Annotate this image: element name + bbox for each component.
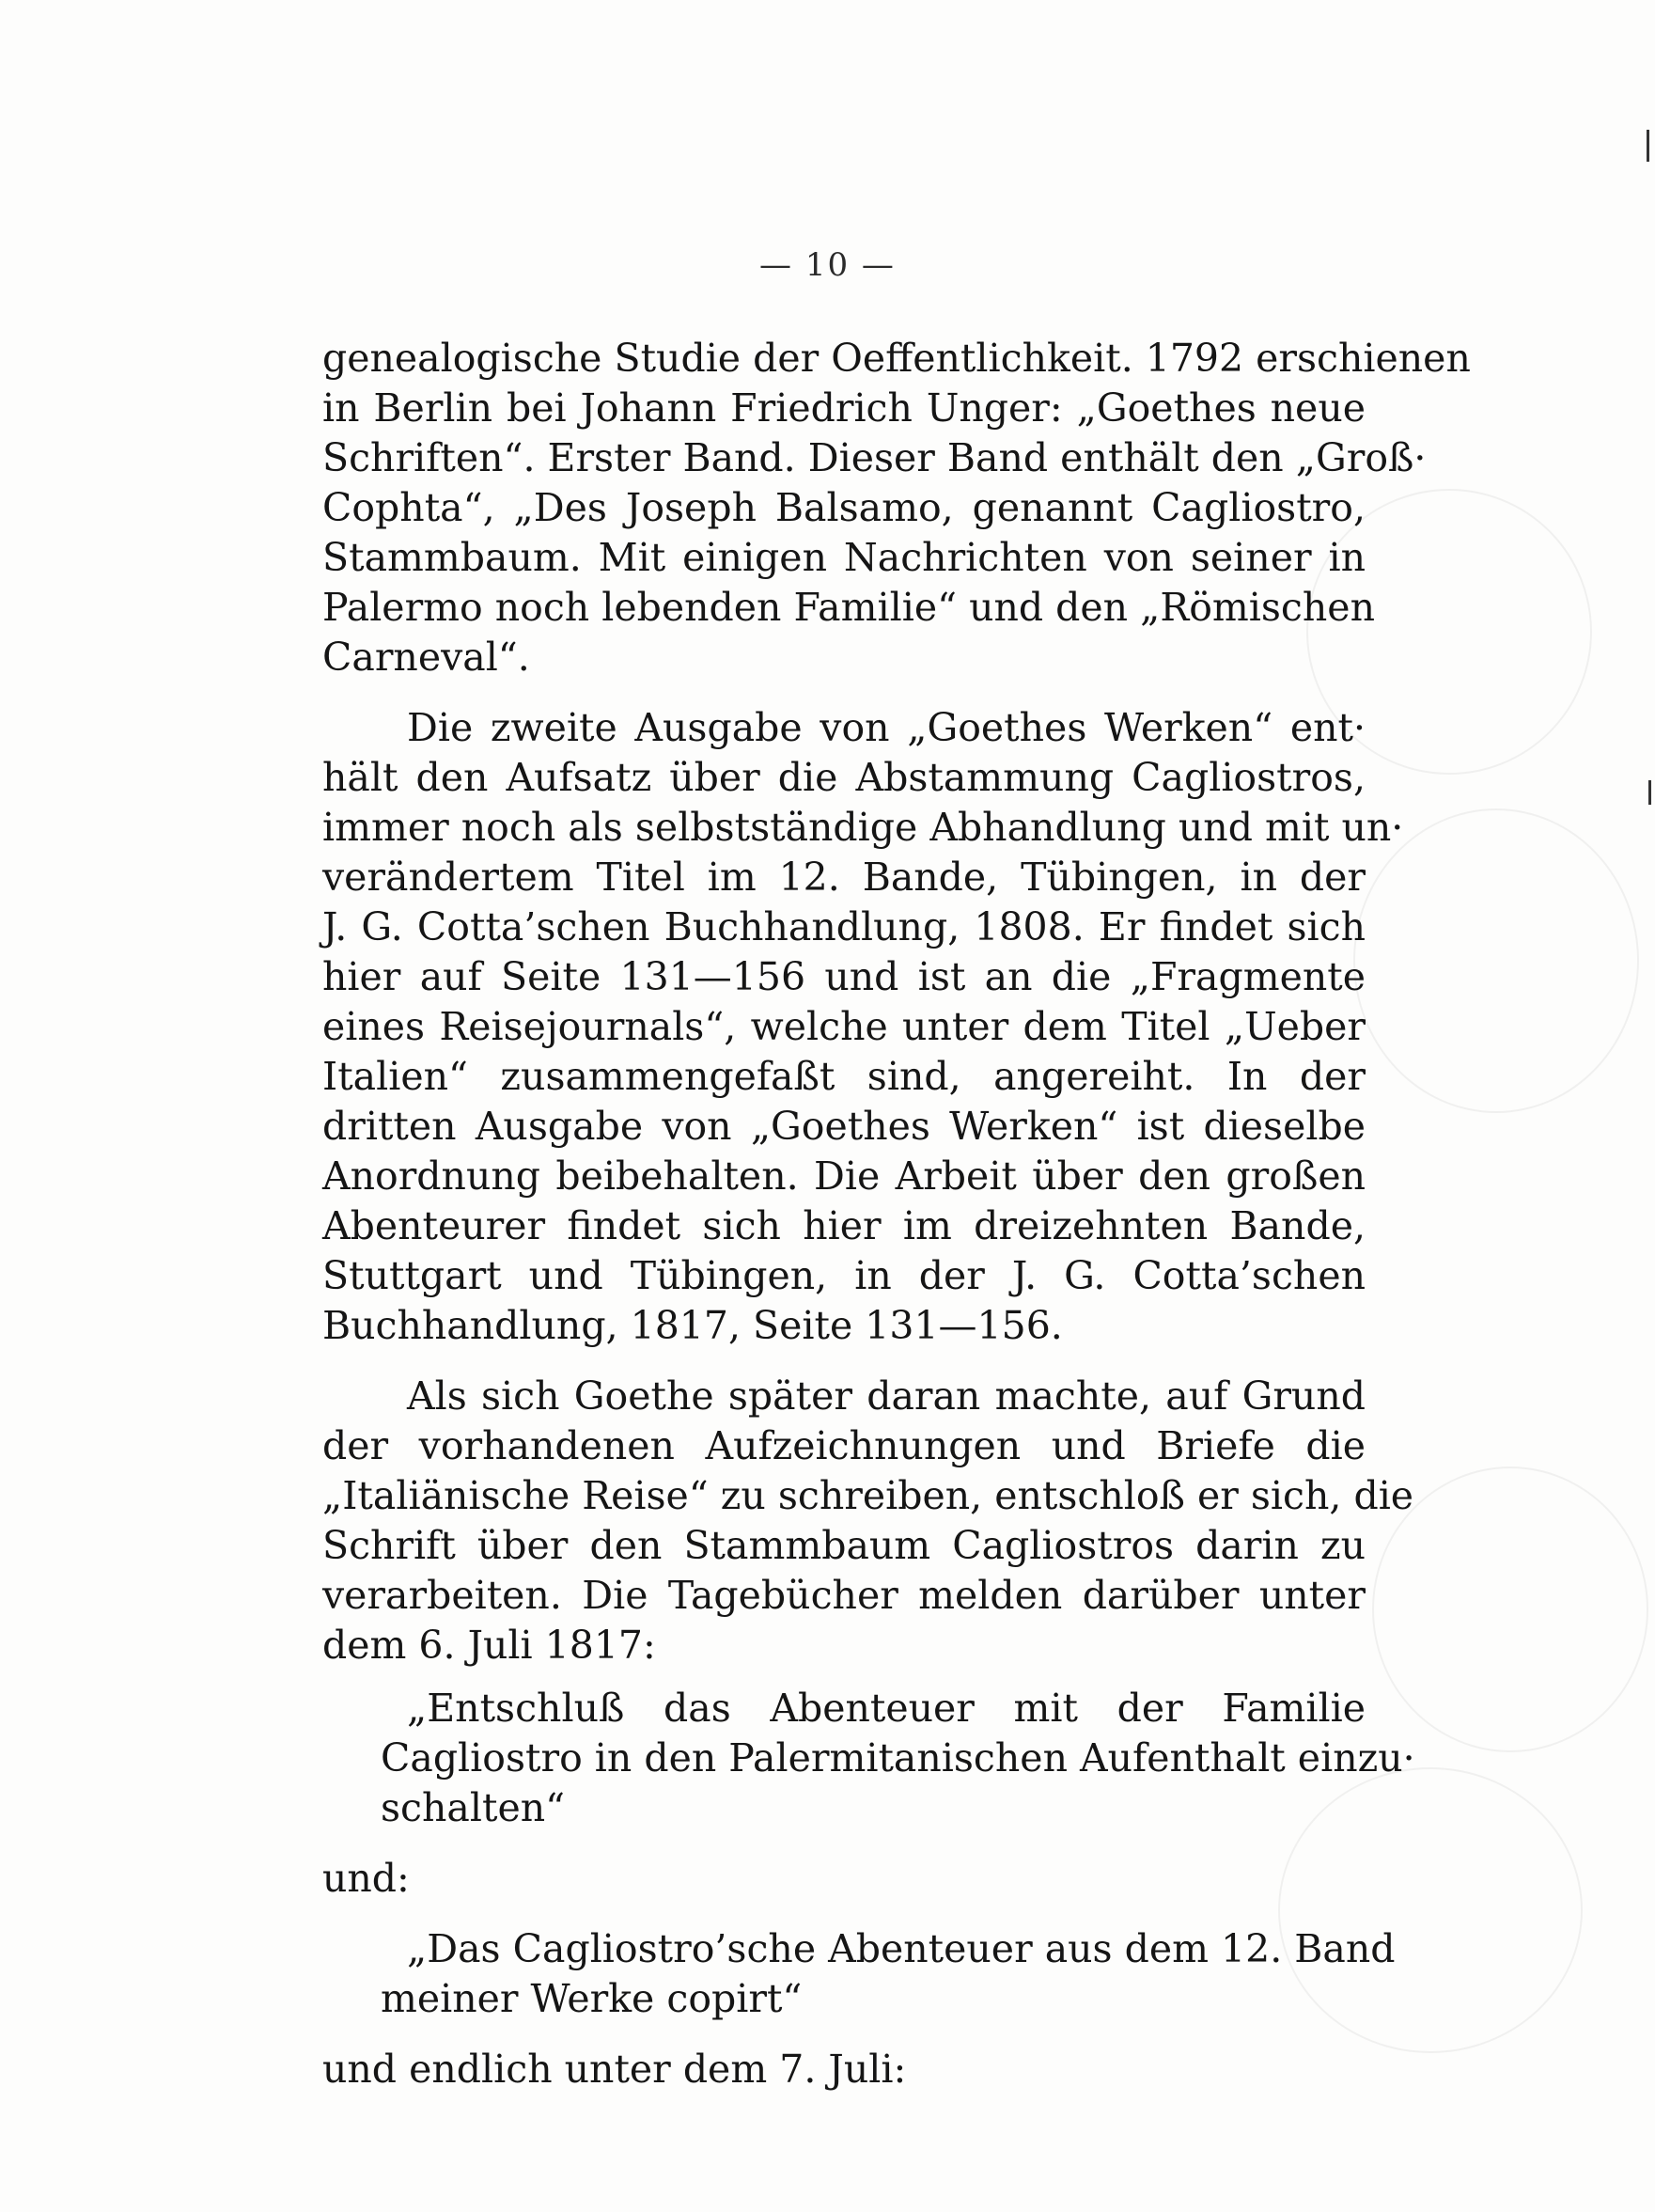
quote-line: „Das Cagliostro’sche Abenteuer aus dem 12. Band — [407, 1926, 1396, 1971]
bleed-through-mark — [1372, 1467, 1648, 1752]
text-line: Stammbaum. Mit einigen Nachrichten von seiner in — [322, 535, 1366, 580]
text-line: Die zweite Ausgabe von „Goethes Werken“ ent· — [407, 705, 1366, 750]
bleed-through-mark — [1353, 808, 1639, 1113]
paragraph-gap — [322, 1351, 1366, 1372]
text-line: und: — [322, 1856, 410, 1901]
text-line: der vorhandenen Aufzeichnungen und Briefe die — [322, 1423, 1366, 1468]
text-line: Als sich Goethe später daran machte, auf Grund — [407, 1373, 1366, 1419]
edge-mark — [1648, 780, 1651, 805]
text-line: „Italiänische Reise“ zu schreiben, entschloß er sich, die — [322, 1473, 1414, 1518]
text-line: Stuttgart und Tübingen, in der J. G. Cotta’schen — [322, 1253, 1366, 1298]
text-line: immer noch als selbstständige Abhandlung und mit un· — [322, 805, 1404, 850]
quotation — [322, 1924, 1396, 2024]
text-line: eines Reisejournals“, welche unter dem Titel „Ueber — [322, 1004, 1366, 1049]
text-line: und endlich unter dem 7. Juli: — [322, 2047, 907, 2092]
paragraph — [322, 334, 1471, 682]
paragraph-gap — [322, 1833, 1366, 1854]
paragraph — [322, 2045, 1366, 2094]
text-line: verarbeiten. Die Tagebücher melden darüber unter — [322, 1573, 1366, 1618]
text-line: Schrift über den Stammbaum Cagliostros darin zu — [322, 1523, 1366, 1568]
text-line: Abenteurer findet sich hier im dreizehnten Bande, — [322, 1203, 1366, 1248]
paragraph-gap — [322, 1671, 1366, 1684]
paragraph-gap — [322, 682, 1366, 703]
quotation — [322, 1684, 1415, 1833]
text-line: hält den Aufsatz über die Abstammung Cagliostros, — [322, 755, 1366, 800]
text-line: Buchhandlung, 1817, Seite 131—156. — [322, 1303, 1063, 1348]
paragraph-gap — [322, 1904, 1366, 1924]
quote-line: „Entschluß das Abenteuer mit der Familie — [407, 1686, 1366, 1731]
text-line: genealogische Studie der Oeffentlichkeit. 1792 erschienen — [322, 336, 1471, 381]
text-line: in Berlin bei Johann Friedrich Unger: „Goethes neue — [322, 385, 1366, 431]
paragraph — [322, 1372, 1414, 1671]
body-text — [322, 334, 1471, 2094]
edge-mark — [1647, 130, 1649, 162]
text-line: Carneval“. — [322, 635, 530, 680]
text-line: Palermo noch lebenden Familie“ und den „Römischen — [322, 585, 1375, 630]
text-line: Cophta“, „Des Joseph Balsamo, genannt Cagliostro, — [322, 485, 1366, 530]
page-number: — 10 — — [759, 246, 896, 284]
text-line: hier auf Seite 131—156 und ist an die „Fragmente — [322, 954, 1366, 999]
paragraph-gap — [322, 2024, 1366, 2045]
quote-line: Cagliostro in den Palermitanischen Aufenthalt einzu· — [381, 1735, 1415, 1781]
text-line: Italien“ zusammengefaßt sind, angereiht. In der — [322, 1054, 1366, 1099]
paragraph — [322, 703, 1404, 1351]
text-line: dem 6. Juli 1817: — [322, 1623, 656, 1668]
text-line: J. G. Cotta’schen Buchhandlung, 1808. Er findet sich — [322, 904, 1366, 949]
text-line: Schriften“. Erster Band. Dieser Band enthält den „Groß· — [322, 435, 1427, 480]
quote-line: meiner Werke copirt“ — [381, 1976, 803, 2021]
text-line: dritten Ausgabe von „Goethes Werken“ ist dieselbe — [322, 1104, 1366, 1149]
text-line: Anordnung beibehalten. Die Arbeit über den großen — [322, 1153, 1366, 1199]
quote-line: schalten“ — [381, 1785, 566, 1830]
text-line: verändertem Titel im 12. Bande, Tübingen, in der — [322, 855, 1366, 900]
paragraph — [322, 1854, 1366, 1904]
